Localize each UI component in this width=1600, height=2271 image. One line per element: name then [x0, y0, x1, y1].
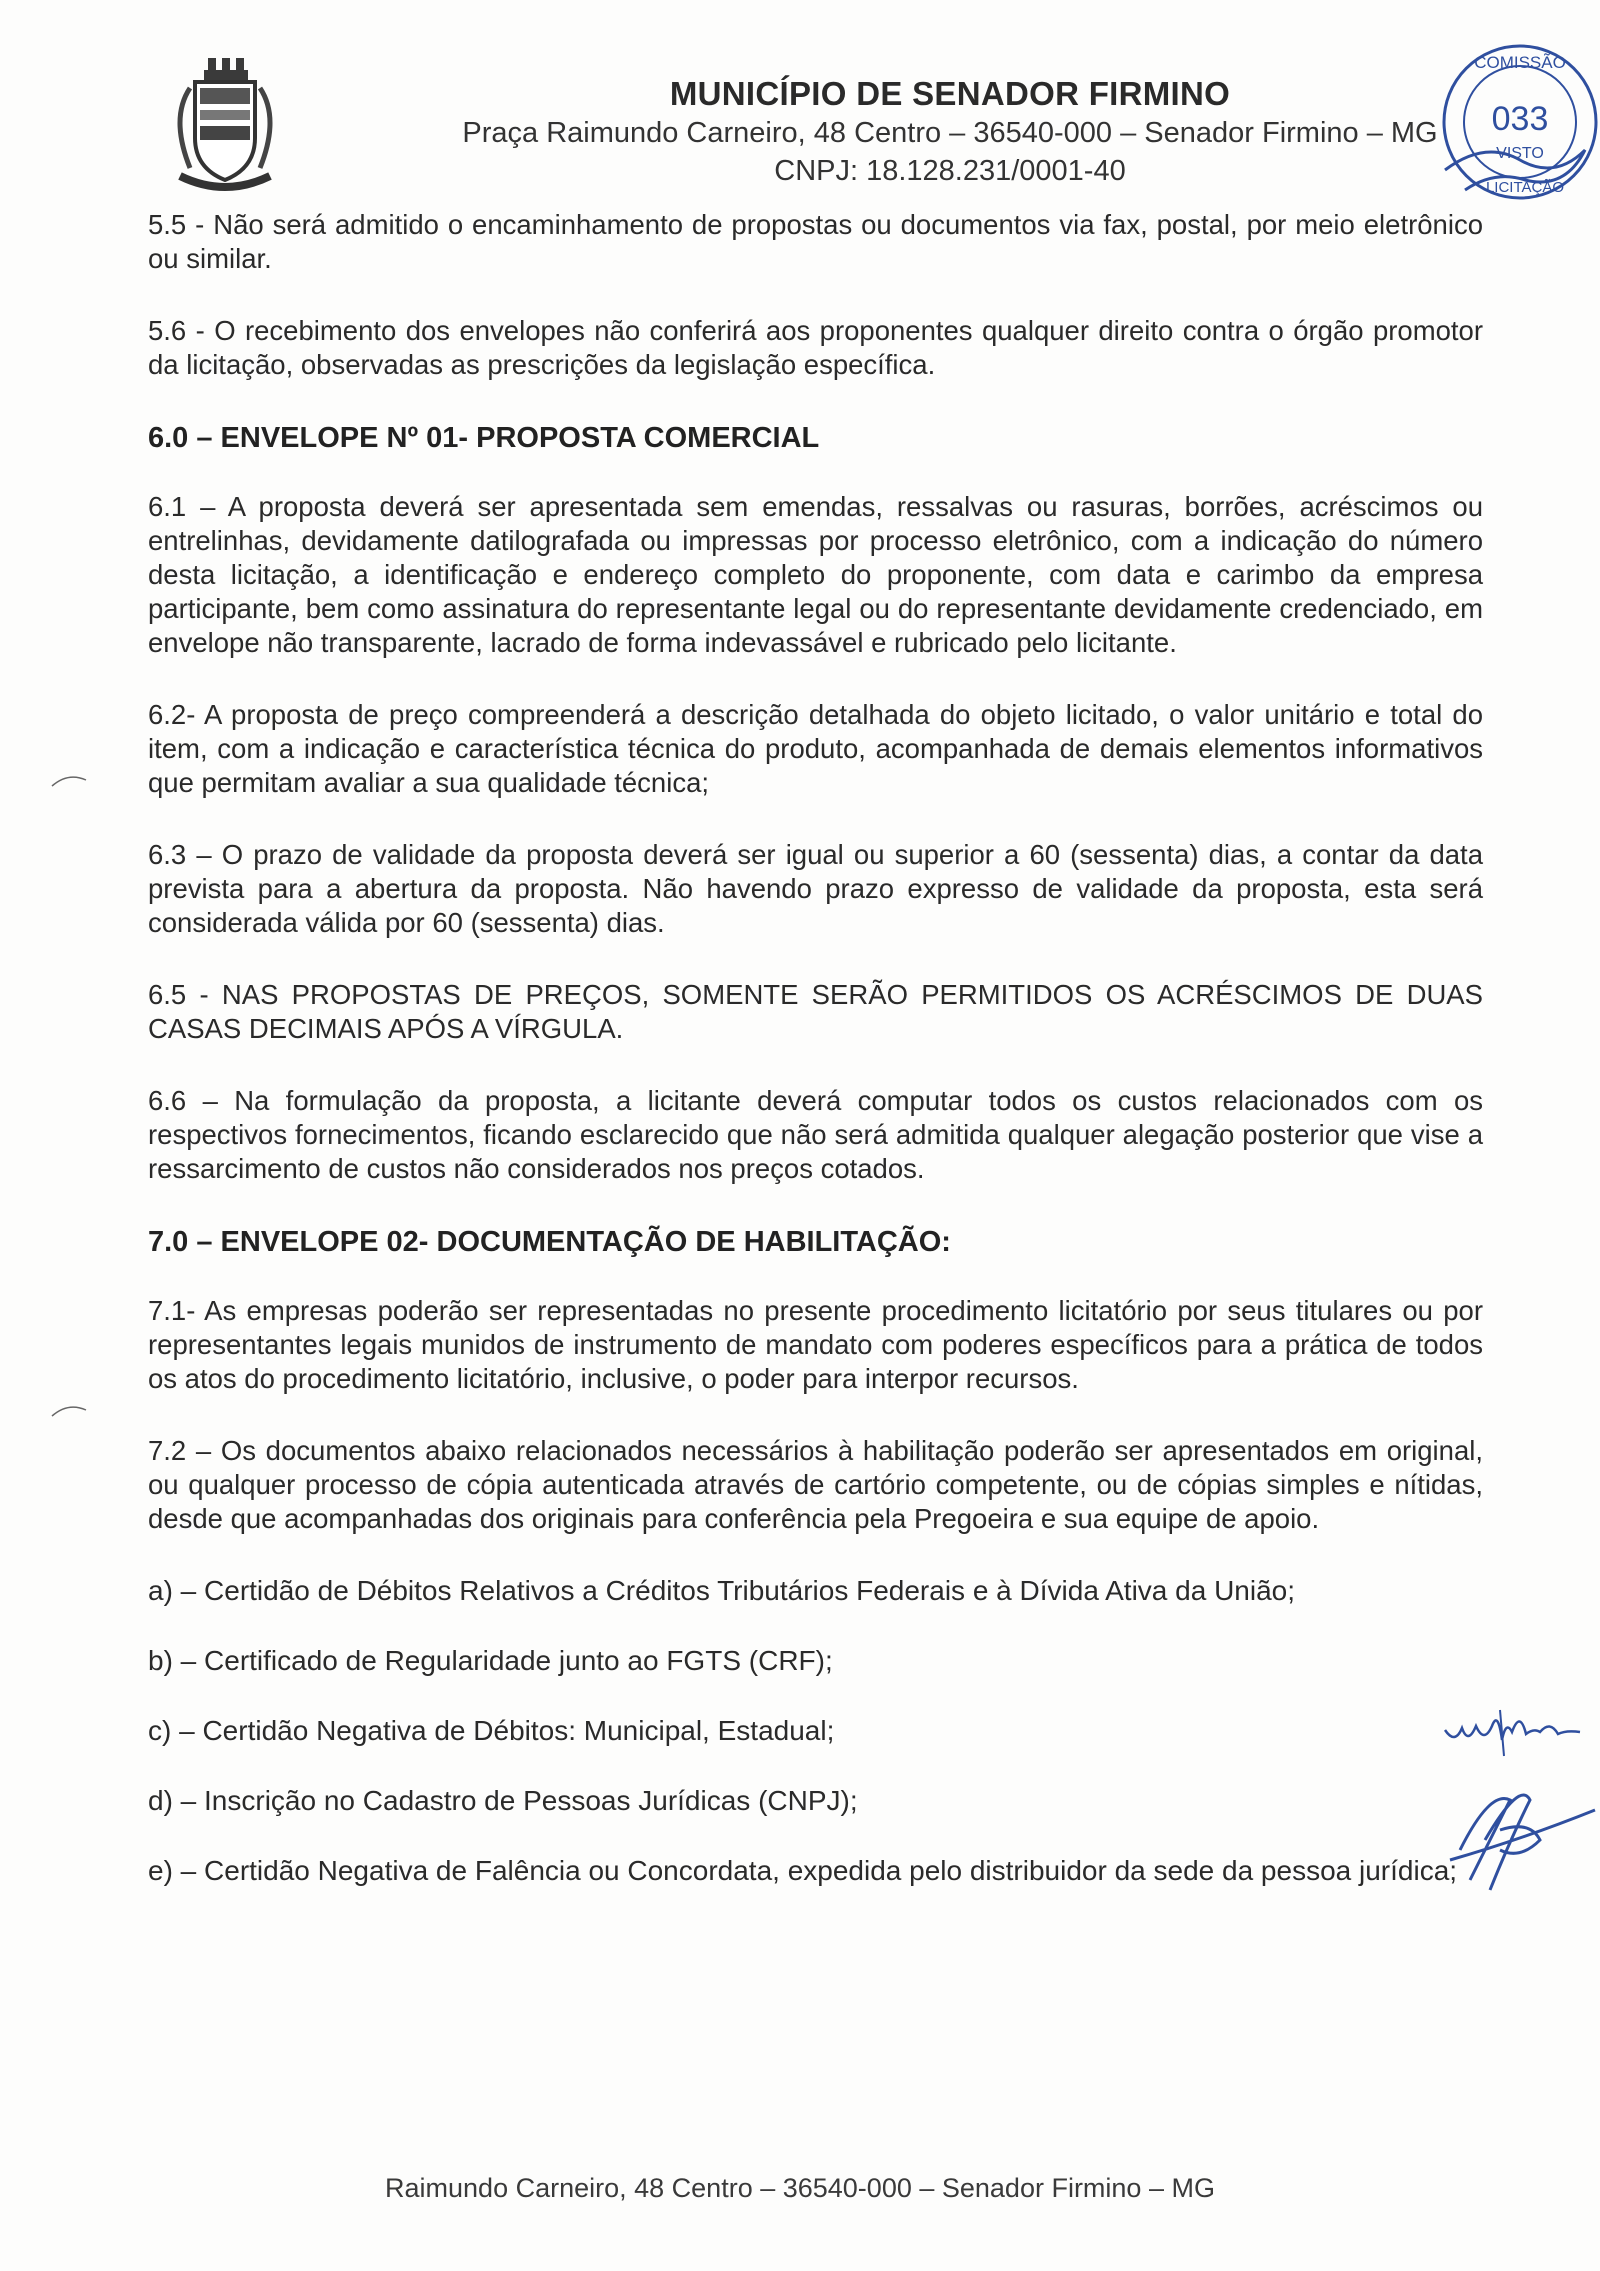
- clause-5-6: 5.6 - O recebimento dos envelopes não conferirá aos proponentes qualquer direito contra o órgão promotor da licitação, observadas as prescrições da legislação específica.: [148, 315, 1483, 380]
- municipality-title: MUNICÍPIO DE SENADOR FIRMINO: [669, 75, 1231, 112]
- document-item-d: d) – Inscrição no Cadastro de Pessoas Jurídicas (CNPJ);: [148, 1785, 858, 1816]
- clause-7-2: 7.2 – Os documentos abaixo relacionados necessários à habilitação poderão ser apresentados em original, ou qualquer processo de cópia autenticada através de cartório competente, ou de cópias simples e nítidas, desde que acompanhadas dos originais para conferência pela Pregoeira e sua equipe de apoio.: [148, 1435, 1483, 1534]
- clause-6-3: 6.3 – O prazo de validade da proposta deverá ser igual ou superior a 60 (sessenta) dias, a contar da data prevista para a abertura da proposta. Não havendo prazo expresso de validade da proposta, esta será considerada válida por 60 (sessenta) dias.: [148, 839, 1483, 938]
- letterhead-cnpj: CNPJ: 18.128.231/0001-40: [774, 155, 1126, 187]
- stamp-top-text: COMISSÃO: [1474, 53, 1566, 72]
- clause-6-2: 6.2- A proposta de preço compreenderá a descrição detalhada do objeto licitado, o valor unitário e total do item, com a indicação e característica técnica do produto, acompanhada de demais elementos informativos que permitam avaliar a sua qualidade técnica;: [148, 699, 1483, 798]
- margin-mark: [50, 1400, 90, 1420]
- clause-7-1: 7.1- As empresas poderão ser representadas no presente procedimento licitatório por seus titulares ou por representantes legais munidos de instrumento de mandato com poderes específicos para a prática de todos os atos do procedimento licitatório, inclusive, o poder para interpor recursos.: [148, 1295, 1483, 1394]
- letterhead: [340, 74, 1560, 190]
- document-item-c: c) – Certidão Negativa de Débitos: Municipal, Estadual;: [148, 1715, 835, 1746]
- commission-stamp: [1425, 30, 1600, 220]
- stamp-bottom-text: LICITAÇÃO: [1485, 179, 1565, 196]
- document-body: [148, 208, 1483, 1924]
- margin-mark: [50, 770, 90, 790]
- document-item-e: e) – Certidão Negativa de Falência ou Concordata, expedida pelo distribuidor da sede da pessoa jurídica;: [148, 1855, 1458, 1886]
- stamp-middle-text: VISTO: [1496, 145, 1544, 162]
- clause-6-1: 6.1 – A proposta deverá ser apresentada sem emendas, ressalvas ou rasuras, borrões, acréscimos ou entrelinhas, devidamente datilografada ou impressas por processo eletrônico, com a indicação do número desta licitação, a identificação e endereço completo do proponente, com data e carimbo da empresa participante, bem como assinatura do representante legal ou do representante devidamente credenciado, em envelope não transparente, lacrado de forma indevassável e rubricado pelo licitante.: [148, 491, 1483, 658]
- letterhead-address: Praça Raimundo Carneiro, 48 Centro – 36540-000 – Senador Firmino – MG: [462, 117, 1438, 149]
- page-footer: Raimundo Carneiro, 48 Centro – 36540-000 – Senador Firmino – MG: [385, 2173, 1215, 2203]
- signature: [1430, 1770, 1600, 1900]
- document-item-a: a) – Certidão de Débitos Relativos a Créditos Tributários Federais e à Dívida Ativa da União;: [148, 1575, 1296, 1606]
- stamp-number: 033: [1491, 100, 1549, 138]
- section-7-heading: 7.0 – ENVELOPE 02- DOCUMENTAÇÃO DE HABILITAÇÃO:: [148, 1226, 951, 1258]
- municipal-crest-icon: [160, 58, 290, 198]
- clause-6-5: 6.5 - NAS PROPOSTAS DE PREÇOS, SOMENTE SERÃO PERMITIDOS OS ACRÉSCIMOS DE DUAS CASAS DECIMAIS APÓS A VÍRGULA.: [148, 979, 1483, 1044]
- section-6-heading: 6.0 – ENVELOPE Nº 01- PROPOSTA COMERCIAL: [148, 422, 820, 454]
- clause-6-6: 6.6 – Na formulação da proposta, a licitante deverá computar todos os custos relacionados com os respectivos fornecimentos, ficando esclarecido que não será admitida qualquer alegação posterior que vise a ressarcimento de custos não considerados nos preços cotados.: [148, 1085, 1483, 1184]
- handwritten-initials: [1440, 1690, 1590, 1760]
- document-item-b: b) – Certificado de Regularidade junto ao FGTS (CRF);: [148, 1645, 833, 1676]
- clause-5-5: 5.5 - Não será admitido o encaminhamento de propostas ou documentos via fax, postal, por meio eletrônico ou similar.: [148, 209, 1483, 274]
